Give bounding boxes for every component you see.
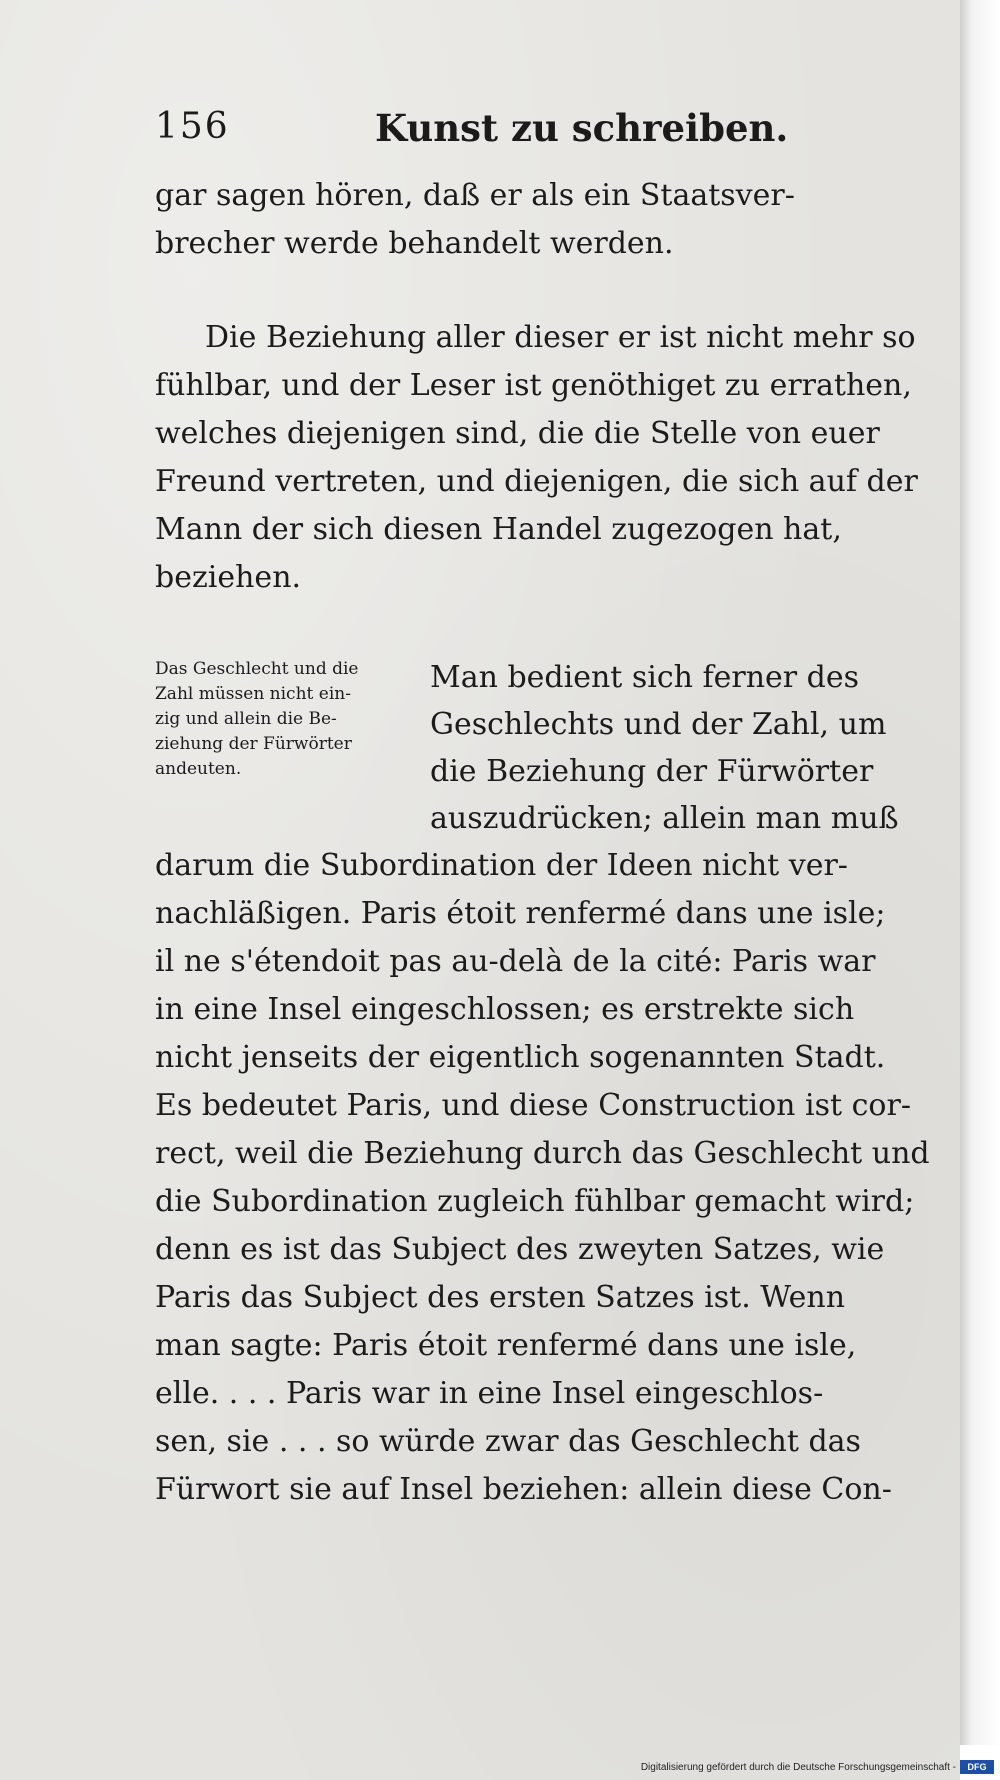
body-line: man sagte: Paris étoit renfermé dans une isle, <box>155 1328 857 1363</box>
body-line: Freund vertreten, und diejenigen, die sich auf der <box>155 464 918 499</box>
margin-note-line: Zahl müssen nicht ein- <box>155 684 351 704</box>
page-number: 156 <box>155 106 230 147</box>
margin-note-line: andeuten. <box>155 759 242 779</box>
body-line: brecher werde behandelt werden. <box>155 226 674 261</box>
body-line: Die Beziehung aller dieser er ist nicht mehr so <box>205 320 916 355</box>
body-line: Geschlechts und der Zahl, um <box>430 707 887 742</box>
body-line: rect, weil die Beziehung durch das Geschlecht und <box>155 1136 930 1171</box>
digitization-credit: Digitalisierung gefördert durch die Deutsche Forschungsgemeinschaft - <box>640 1762 956 1773</box>
body-line: in eine Insel eingeschlossen; es erstrekte sich <box>155 992 855 1027</box>
body-line: denn es ist das Subject des zweyten Satzes, wie <box>155 1232 885 1267</box>
body-line: welches diejenigen sind, die die Stelle von euer <box>155 416 880 451</box>
margin-note-line: zig und allein die Be- <box>155 709 337 729</box>
body-line: die Beziehung der Fürwörter <box>430 754 874 789</box>
margin-note <box>155 657 425 782</box>
body-line: auszudrücken; allein man muß <box>430 801 899 836</box>
body-line: die Subordination zugleich fühlbar gemacht wird; <box>155 1184 915 1219</box>
margin-note-line: Das Geschlecht und die <box>155 659 359 679</box>
body-line: nachläßigen. Paris étoit renfermé dans une isle; <box>155 896 886 931</box>
page-edge-shadow <box>960 0 1000 1745</box>
running-head: Kunst zu schreiben. <box>375 106 789 150</box>
body-line: sen, sie . . . so würde zwar das Geschlecht das <box>155 1424 861 1459</box>
body-line: il ne s'étendoit pas au-delà de la cité: Paris war <box>155 944 876 979</box>
body-line: darum die Subordination der Ideen nicht ver- <box>155 848 848 883</box>
body-line: Mann der sich diesen Handel zugezogen hat, <box>155 512 842 547</box>
body-line: Paris das Subject des ersten Satzes ist. Wenn <box>155 1280 846 1315</box>
body-line: beziehen. <box>155 560 302 595</box>
body-line: gar sagen hören, daß er als ein Staatsver- <box>155 178 795 213</box>
body-line: Es bedeutet Paris, und diese Construction ist cor- <box>155 1088 911 1123</box>
body-line: Fürwort sie auf Insel beziehen: allein diese Con- <box>155 1472 892 1507</box>
body-line: Man bedient sich ferner des <box>430 660 860 695</box>
body-line: elle. . . . Paris war in eine Insel eingeschlos- <box>155 1376 824 1411</box>
body-line: fühlbar, und der Leser ist genöthiget zu errathen, <box>155 368 912 403</box>
dfg-logo: DFG <box>960 1760 994 1774</box>
body-line: nicht jenseits der eigentlich sogenannten Stadt. <box>155 1040 886 1075</box>
margin-note-line: ziehung der Fürwörter <box>155 734 352 754</box>
